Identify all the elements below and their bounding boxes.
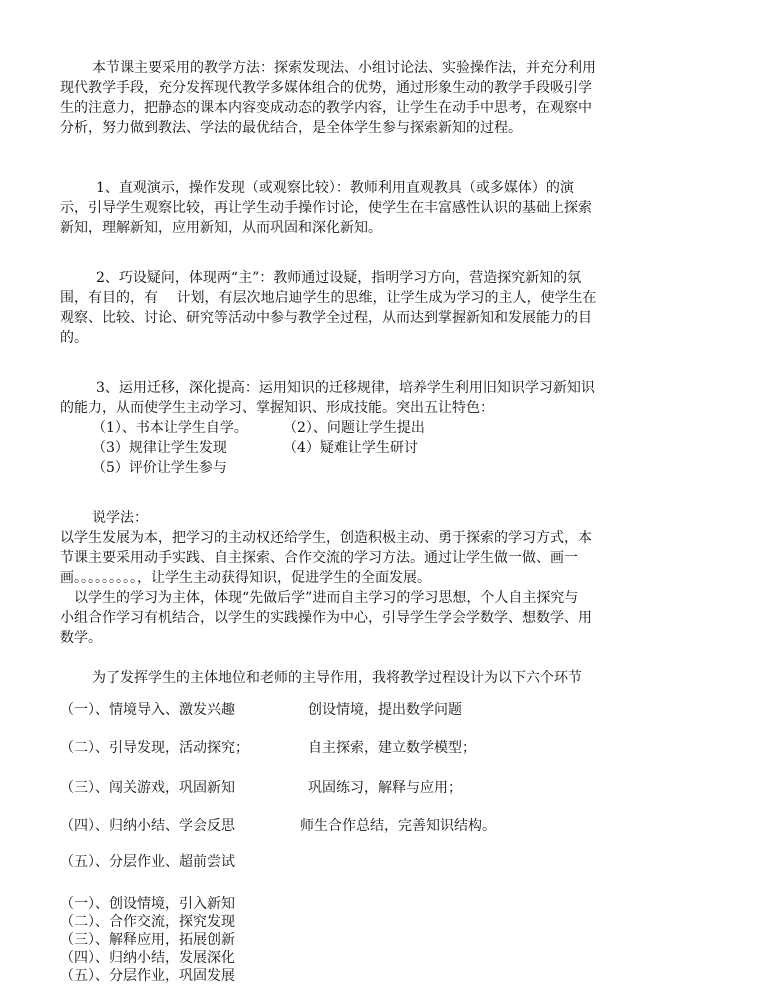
para6-line: 小组合作学习有机结合，以学生的实践操作为中心，引导学生学会学数学、想数学、用 bbox=[60, 610, 592, 626]
feature-item: （3）规律让学生发现 bbox=[92, 440, 227, 456]
outline-item: （四）、归纳小结，发展深化 bbox=[60, 950, 235, 966]
para2-line: 新知，理解新知，应用新知，从而巩固和深化新知。 bbox=[60, 220, 382, 236]
process-intro: 为了发挥学生的主体地位和老师的主导作用，我将教学过程设计为以下六个环节 bbox=[92, 670, 582, 686]
feature-item: （5）评价让学生参与 bbox=[92, 460, 227, 476]
para5-line: 节课主要采用动手实践、自主探索、合作交流的学习方法。通过让学生做一做、画一 bbox=[60, 550, 578, 566]
para3-line: 2、巧设疑问，体现两“主”：教师通过设疑，指明学习方向，营造探究新知的氛 bbox=[96, 270, 582, 286]
para1-line: 本节课主要采用的教学方法：探索发现法、小组讨论法、实验操作法，并充分利用 bbox=[92, 60, 596, 76]
para1-line: 生的注意力，把静态的课本内容变成动态的教学内容，让学生在动手中思考，在观察中 bbox=[60, 100, 592, 116]
para3-line: 的。 bbox=[60, 330, 88, 346]
para2-line: 1、直观演示，操作发现（或观察比较）：教师利用直观教具（或多媒体）的演 bbox=[96, 180, 574, 196]
stage-title: （三）、闯关游戏，巩固新知 bbox=[60, 780, 235, 796]
stage-desc: 师生合作总结，完善知识结构。 bbox=[300, 818, 496, 834]
para1-line: 现代教学手段，充分发挥现代教学多媒体组合的优势，通过形象生动的教学手段吸引学 bbox=[60, 80, 592, 96]
outline-item: （五）、分层作业，巩固发展 bbox=[60, 968, 235, 984]
stage-title: （四）、归纳小结、学会反思 bbox=[60, 818, 235, 834]
para3-line: 观察、比较、讨论、研究等活动中参与教学全过程，从而达到掌握新知和发展能力的目 bbox=[60, 310, 592, 326]
stage-title: （一）、情境导入、激发兴趣 bbox=[60, 702, 235, 718]
para6-line: 以学生的学习为主体，体现“先做后学”进而自主学习的学习思想，个人自主探究与 bbox=[74, 590, 579, 606]
study-method-heading: 说学法： bbox=[92, 510, 148, 526]
para2-line: 示，引导学生观察比较，再让学生动手操作讨论，使学生在丰富感性认识的基础上探索 bbox=[60, 200, 592, 216]
outline-item: （二）、合作交流，探究发现 bbox=[60, 914, 235, 930]
stage-desc: 自主探索，建立数学模型； bbox=[308, 740, 476, 756]
outline-item: （一）、创设情境，引入新知 bbox=[60, 896, 235, 912]
stage-desc: 巩固练习，解释与应用； bbox=[308, 780, 462, 796]
para1-line: 分析，努力做到教法、学法的最优结合，是全体学生参与探索新知的过程。 bbox=[60, 120, 522, 136]
para5-line: 以学生发展为本，把学习的主动权还给学生，创造积极主动、勇于探索的学习方式，本 bbox=[60, 530, 592, 546]
para3-line: 围，有目的，有 计划，有层次地启迪学生的思维，让学生成为学习的主人，使学生在 bbox=[60, 290, 597, 306]
para4-line: 的能力，从而使学生主动学习、掌握知识、形成技能。突出五让特色： bbox=[60, 400, 494, 416]
para4-line: 3、运用迁移，深化提高：运用知识的迁移规律，培养学生利用旧知识学习新知识 bbox=[96, 380, 595, 396]
feature-item: （1）、书本让学生自学。 bbox=[92, 420, 248, 436]
stage-desc: 创设情境，提出数学问题 bbox=[308, 702, 462, 718]
para5-line: 画。。。。。。。。。，让学生主动获得知识，促进学生的全面发展。 bbox=[60, 570, 431, 586]
feature-item: （4）疑难让学生研讨 bbox=[283, 440, 418, 456]
para6-line: 数学。 bbox=[60, 630, 102, 646]
stage-title: （二）、引导发现，活动探究； bbox=[60, 740, 249, 756]
outline-item: （三）、解释应用，拓展创新 bbox=[60, 932, 235, 948]
stage-title: （五）、分层作业、超前尝试 bbox=[60, 854, 235, 870]
feature-item: （2）、问题让学生提出 bbox=[283, 420, 425, 436]
